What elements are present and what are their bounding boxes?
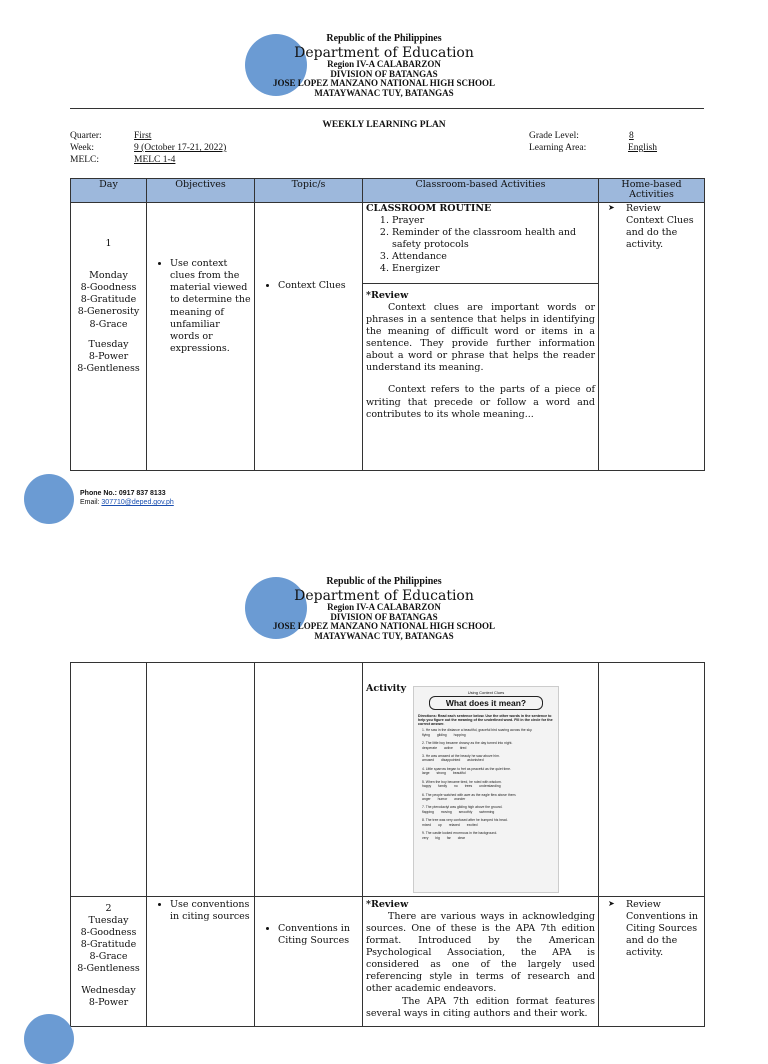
- region-line: Region IV-A CALABARZON: [327, 602, 441, 613]
- week-value: 9 (October 17-21, 2022): [134, 143, 227, 153]
- worksheet-question: [422, 831, 554, 840]
- header-home: Home-based Activities: [599, 179, 705, 203]
- review-paragraph: Context refers to the parts of a piece of writing that precede or follow a word and contributes to its whole meaning...: [366, 384, 595, 420]
- republic-line: Republic of the Philippines: [326, 33, 442, 44]
- day1-cell: [71, 203, 147, 471]
- routine-item: 1. Prayer: [392, 215, 595, 227]
- day2-line: Wednesday: [81, 985, 136, 997]
- department-title: Department of Education: [294, 587, 474, 604]
- day1-topic: • Context Clues: [278, 280, 359, 292]
- worksheet-title: What does it mean?: [429, 696, 543, 710]
- day2-objective: • Use conventions in citing sources: [170, 899, 251, 923]
- day2-number: 2: [105, 903, 112, 914]
- header-topics: Topic/s: [255, 179, 363, 203]
- question-text: 4. Little sparrow began to fret as peaceful as the quiet time.: [422, 766, 511, 771]
- school-line: JOSE LOPEZ MANZANO NATIONAL HIGH SCHOOL: [272, 621, 496, 632]
- day2-cell: [71, 897, 147, 1027]
- header-day: Day: [71, 179, 147, 203]
- day1-line: 8-Power: [88, 350, 129, 362]
- question-options: large strong beautiful: [422, 771, 466, 776]
- empty-cell: [147, 663, 255, 897]
- worksheet-caption: Using Context Clues: [467, 690, 505, 695]
- header-divider: [70, 108, 704, 109]
- worksheet-question: [422, 818, 554, 827]
- day1-home-cell: [599, 203, 705, 471]
- review-paragraph: Context clues are important words or phrases in a sentence that helps in identifying the meaning of difficult word or items in a sentence. They provide further information about a word or phrase that helps the reader understand its meaning.: [366, 302, 595, 374]
- worksheet-question: [422, 805, 554, 814]
- review-title: *Review: [366, 290, 409, 301]
- plan-title: WEEKLY LEARNING PLAN: [322, 120, 446, 130]
- day1-objective: • Use context clues from the material viewed to determine the meaning of unfamiliar words or expressions.: [170, 258, 251, 355]
- quarter-label: Quarter:: [70, 131, 102, 141]
- week-label: Week:: [70, 143, 95, 153]
- question-options: mixed up relaxed excited: [422, 822, 478, 827]
- review-title: *Review: [366, 899, 409, 910]
- question-text: 2. The little boy became drowsy as the day turned into night.: [422, 741, 513, 746]
- worksheet-question: [422, 780, 554, 789]
- plan-meta: [0, 131, 768, 167]
- review-paragraph: The APA 7th edition format features several ways in citing authors and their work.: [366, 995, 595, 1019]
- review-paragraph: There are various ways in acknowledging sources. One of these is the APA 7th edition format. Introduced by the American Psychological Association, the APA is considered as one of the largely used referencing style in terms of research and other academic endeavors.: [366, 911, 595, 995]
- question-text: 5. When the boy became tired, he ruled with wisdom.: [422, 779, 502, 784]
- empty-cell: [599, 663, 705, 897]
- division-line: DIVISION OF BATANGAS: [330, 68, 438, 79]
- day2-line: 8-Power: [88, 997, 129, 1009]
- question-options: desperate active tired: [422, 745, 467, 750]
- footer-email-link[interactable]: 307710@deped.gov.ph: [101, 499, 174, 506]
- grade-label: Grade Level:: [529, 131, 579, 141]
- division-line: DIVISION OF BATANGAS: [330, 611, 438, 622]
- day2-topic: • Conventions in Citing Sources: [278, 923, 359, 947]
- footer-contact: [80, 490, 174, 506]
- question-text: 9. The castle looked enormous in the background.: [422, 831, 498, 836]
- routine-item: 3. Attendance: [392, 251, 595, 263]
- day2-objective-cell: [147, 897, 255, 1027]
- day1-line: 8-Gratitude: [80, 294, 137, 306]
- question-options: anger humor wonder: [422, 797, 466, 802]
- day1-review-cell: [363, 284, 599, 471]
- worksheet-question: [422, 767, 554, 776]
- question-text: 7. The pterodactyl was gliding high above the ground.: [422, 805, 503, 810]
- question-text: 3. He was amazed at the beauty he saw above him.: [422, 754, 500, 759]
- melc-value: MELC 1-4: [134, 155, 176, 165]
- question-options: amused disappointed astonished: [422, 758, 484, 763]
- day2-line: 8-Gratitude: [80, 939, 137, 951]
- day2-home: ➤ Review Conventions in Citing Sources and do the activity.: [616, 899, 701, 959]
- question-options: flying gliding hopping: [422, 732, 466, 737]
- area-label: Learning Area:: [529, 143, 587, 153]
- day2-line: 8-Grace: [89, 951, 128, 963]
- letterhead: [0, 577, 768, 641]
- day1-home: ➤ Review Context Clues and do the activity.: [616, 203, 701, 251]
- worksheet-question: [422, 728, 554, 737]
- table-row: [71, 663, 705, 897]
- footer-phone: Phone No.: 0917 837 8133: [80, 490, 166, 497]
- day1-routine-cell: [363, 203, 599, 284]
- weekly-plan-table-page1: [70, 178, 705, 471]
- worksheet-question: [422, 793, 554, 802]
- day1-line: 8-Goodness: [80, 282, 137, 294]
- day1-number: 1: [105, 238, 112, 250]
- day2-home-cell: [599, 897, 705, 1027]
- address-line: MATAYWANAC TUY, BATANGAS: [314, 87, 454, 98]
- letterhead: [0, 34, 768, 98]
- footer-logo: [24, 474, 74, 524]
- address-line: MATAYWANAC TUY, BATANGAS: [314, 630, 454, 641]
- table-header-row: [71, 179, 705, 203]
- day1-line: 8-Generosity: [77, 306, 140, 318]
- header-objectives: Objectives: [147, 179, 255, 203]
- day2-line: 8-Goodness: [80, 927, 137, 939]
- day2-review-cell: [363, 897, 599, 1027]
- day1-line: Tuesday: [88, 338, 129, 350]
- question-text: 8. The tree was very confused after he bumped his head.: [422, 818, 508, 823]
- question-text: 6. The people watched with awe as the eagle flew above them.: [422, 792, 517, 797]
- worksheet-question: [422, 754, 554, 763]
- question-options: very big far clear: [422, 835, 466, 840]
- footer-email-label: Email:: [80, 499, 102, 506]
- school-line: JOSE LOPEZ MANZANO NATIONAL HIGH SCHOOL: [272, 78, 496, 89]
- activity-label: Activity: [366, 683, 407, 694]
- quarter-value: First: [134, 131, 152, 141]
- republic-line: Republic of the Philippines: [326, 576, 442, 587]
- context-clues-worksheet: [413, 686, 559, 893]
- empty-cell: [71, 663, 147, 897]
- weekly-plan-table-page2: [70, 662, 705, 1027]
- area-value: English: [628, 143, 658, 153]
- grade-value: 8: [629, 131, 634, 141]
- question-options: happy family no trees understanding: [422, 784, 501, 789]
- empty-cell: [255, 663, 363, 897]
- day1-line: Monday: [89, 270, 128, 282]
- region-line: Region IV-A CALABARZON: [327, 59, 441, 70]
- worksheet-question: [422, 741, 554, 750]
- worksheet-directions: Directions: Read each sentence below. Use the other words in the sentence to help you figure out the meaning of the underlined word. Fill in the circle for the correct answer.: [418, 714, 553, 727]
- day2-line: 8-Gentleness: [77, 963, 140, 975]
- routine-item: 4. Energizer: [392, 263, 595, 275]
- routine-item: 2. Reminder of the classroom health and safety protocols: [392, 227, 595, 251]
- question-text: 1. He saw in the distance a beautiful, graceful bird soaring across the sky.: [422, 728, 533, 733]
- day1-line: 8-Grace: [89, 318, 128, 330]
- day2-topic-cell: [255, 897, 363, 1027]
- day2-line: Tuesday: [88, 915, 129, 927]
- header-classroom: Classroom-based Activities: [363, 179, 599, 203]
- day1-objective-cell: [147, 203, 255, 471]
- footer-logo: [24, 1014, 74, 1064]
- melc-label: MELC:: [70, 155, 100, 165]
- department-title: Department of Education: [294, 44, 474, 61]
- question-options: flapping moving smoothly swimming: [422, 809, 495, 814]
- day1-line: 8-Gentleness: [77, 362, 140, 374]
- day1-topic-cell: [255, 203, 363, 471]
- routine-title: CLASSROOM ROUTINE: [366, 203, 492, 214]
- table-row: [71, 203, 705, 284]
- table-row: [71, 897, 705, 1027]
